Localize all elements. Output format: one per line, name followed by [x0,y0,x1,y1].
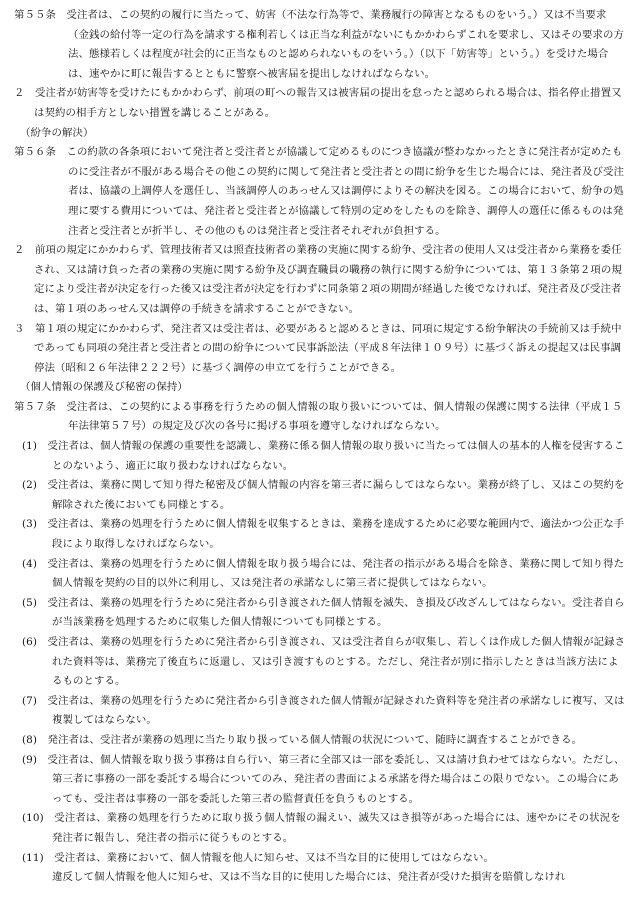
article-56-label: 第５６条 [14,146,67,159]
item-text: 受注者は、業務の処理を行うために発注者から引き渡され、又は受注者自らが収集し、若しくは作成した個人情報が記録された資料等は、業務完了後直ちに返還し、又は引き渡すものとする。ただし、発注者が別に指示したときは当該方法によるものとする。 [47,636,626,688]
article-56-text: この約款の各条項において発注者と受注者とが協議して定めるものにつき協議が整わなかったときに発注者が定めたものに受注者が不服がある場合その他この契約に関して発注者と受注者との間に紛争を生じた場合には、発注者及び受注者は、協議の上調停人を選任し、当該調停人のあっせん又は調停によりその解決を図る。この場合において、紛争の処理に要する費用については、発注者と受注者とが協議して特別の定めをしたものを除き、調停人の選任に係るものは発注者と受注者とが折半し、その他のものは発注者と受注者それぞれが負担する。 [66,146,624,237]
list-item [14,594,626,633]
list-item [14,555,626,594]
list-item [14,692,626,731]
list-item [14,849,626,869]
item-number: (10) [22,812,44,825]
article-55-text: 受注者は、この契約の履行に当たって、妨害（不法な行為等で、業務履行の障害となるものをいう。）又は不当要求（金銭の給付等一定の行為を請求する権利若しくは正当な利益がないにもかかわらずこれを要求し、又はその要求の方法、態様若しくは程度が社会的に正当なものと認められないものをいう。）（以下「妨害等」という。）を受けた場合は、速やかに町に報告するとともに警察へ被害届を提出しなければならない。 [66,9,624,80]
heading-privacy: （個人情報の保護及び秘密の保持） [20,381,188,394]
item-number: (1) [22,440,38,453]
item-number: (6) [22,636,38,648]
article-55 [14,6,626,84]
list-item [14,515,626,554]
item-text: 受注者は、業務の処理を行うために個人情報を取り扱う場合には、発注者の指示がある場合を除き、業務に関して知り得た個人情報を契約の目的以外に利用し、又は発注者の承諾なしに第三者に提供してはならない。 [47,557,625,590]
item-number: (8) [22,733,38,746]
item-text: 受注者は、個人情報の保護の重要性を認識し、業務に係る個人情報の取り扱いに当たっては個人の基本的人権を侵害することのないよう、適正に取り扱わなければならない。 [47,440,625,472]
list-item [14,476,626,515]
article-57-label: 第５７条 [14,400,67,413]
item-text: 受注者は、業務に関して知り得た秘密及び個人情報の内容を第三者に漏らしてはならない。業務が終了し、又はこの契約を解除された後においても同様とする。 [47,479,625,511]
item-number: (7) [22,694,38,707]
heading-dispute-resolution: （紛争の解決） [20,126,94,139]
item-text: 受注者は、業務の処理を行うために発注者から引き渡された個人情報が記録された資料等を発注者の承諾なしに複写、又は複製してはならない。 [47,694,625,727]
item-text: 発注者は、受注者が業務の処理に当たり取り扱っている個人情報の状況について、随時に調査することができる。 [47,733,583,746]
list-item [14,731,626,751]
item-text: 受注者は、業務の処理を行うために取り扱う個人情報の漏えい、滅失又はき損等があった場合には、速やかにその状況を発注者に報告し、発注者の指示に従うものとする。 [52,812,621,844]
item-number: (11) [22,851,44,864]
item-number: (4) [22,557,38,570]
list-item [14,751,626,810]
item-number: (3) [22,518,38,531]
item-text: 受注者は、業務の処理を行うために個人情報を収集するときは、業務を達成するために必要な範囲内で、適法かつ公正な手段により取得しなければならない。 [47,518,625,551]
list-item [14,809,626,848]
article-56 [14,143,626,241]
article-55-paragraph-2: ２ 受注者が妨害等を受けたにもかかわらず、前項の町への報告又は被害届の提出を怠ったと認められる場合は、指名停止措置又は契約の相手方としない措置を講じることがある。 [14,87,622,119]
article-57-text: 受注者は、この契約による事務を行うための個人情報の取り扱いについては、個人情報の保護に関する法律（平成１５年法律第５７号）の規定及び次の各号に掲げる事項を遵守しなければならない。 [66,400,623,433]
item-number: (2) [22,479,38,492]
list-item [14,633,626,692]
item-number: (5) [22,596,38,609]
article-56-paragraph-2: ２ 前項の規定にかかわらず、管理技術者又は照査技術者の業務の実施に関する紛争、受注者の使用人又は受注者から業務を委任され、又は請け負った者の業務の実施に関する紛争及び調査職員の職務の執行に関する紛争については、第１３条第２項の規定により受注者が決定を行った後又は受注者が決定を行わずに同条第２項の期間が経過した後でなければ、発注者及び受注者は、第１項のあっせん又は調停の手続きを請求することができない。 [14,244,622,315]
item-text: 受注者は、業務において、個人情報を他人に知らせ、又は不当な目的に使用してはならない。 [54,851,495,864]
article-55-label: 第５５条 [14,9,67,21]
article-56-paragraph-3: ３ 第１項の規定にかかわらず、発注者又は受注者は、必要があると認めるときは、同項に規定する紛争解決の手続前又は手続中であっても同項の発注者と受注者との間の紛争について民事訴訟法（平成８年法律１０９号）に基づく訴えの提起又は民事調停法（昭和２６年法律２２２号）に基づく調停の申立てを行うことができる。 [14,322,622,374]
article-57-continuation: 違反して個人情報を他人に知らせ、又は不当な目的に使用した場合には、発注者が受けた損害を賠償しなけれ [52,871,566,884]
item-text: 受注者は、業務の処理を行うために発注者から引き渡された個人情報を滅失、き損及び改ざんしてはならない。受注者自らが当該業務を処理するために収集した個人情報についても同様とする。 [47,596,625,629]
list-item [14,437,626,476]
item-text: 受注者は、個人情報を取り扱う事務は自ら行い、第三者に全部又は一部を委託し、又は請け負わせてはならない。ただし、第三者に事務の一部を委託する場合についてのみ、発注者の書面による承諾を得た場合はこの限りでない。この場合にあっても、受注者は事務の一部を委託した第三者の監督責任を負うものとする。 [47,753,625,805]
article-57 [14,398,626,437]
item-number: (9) [22,753,38,766]
